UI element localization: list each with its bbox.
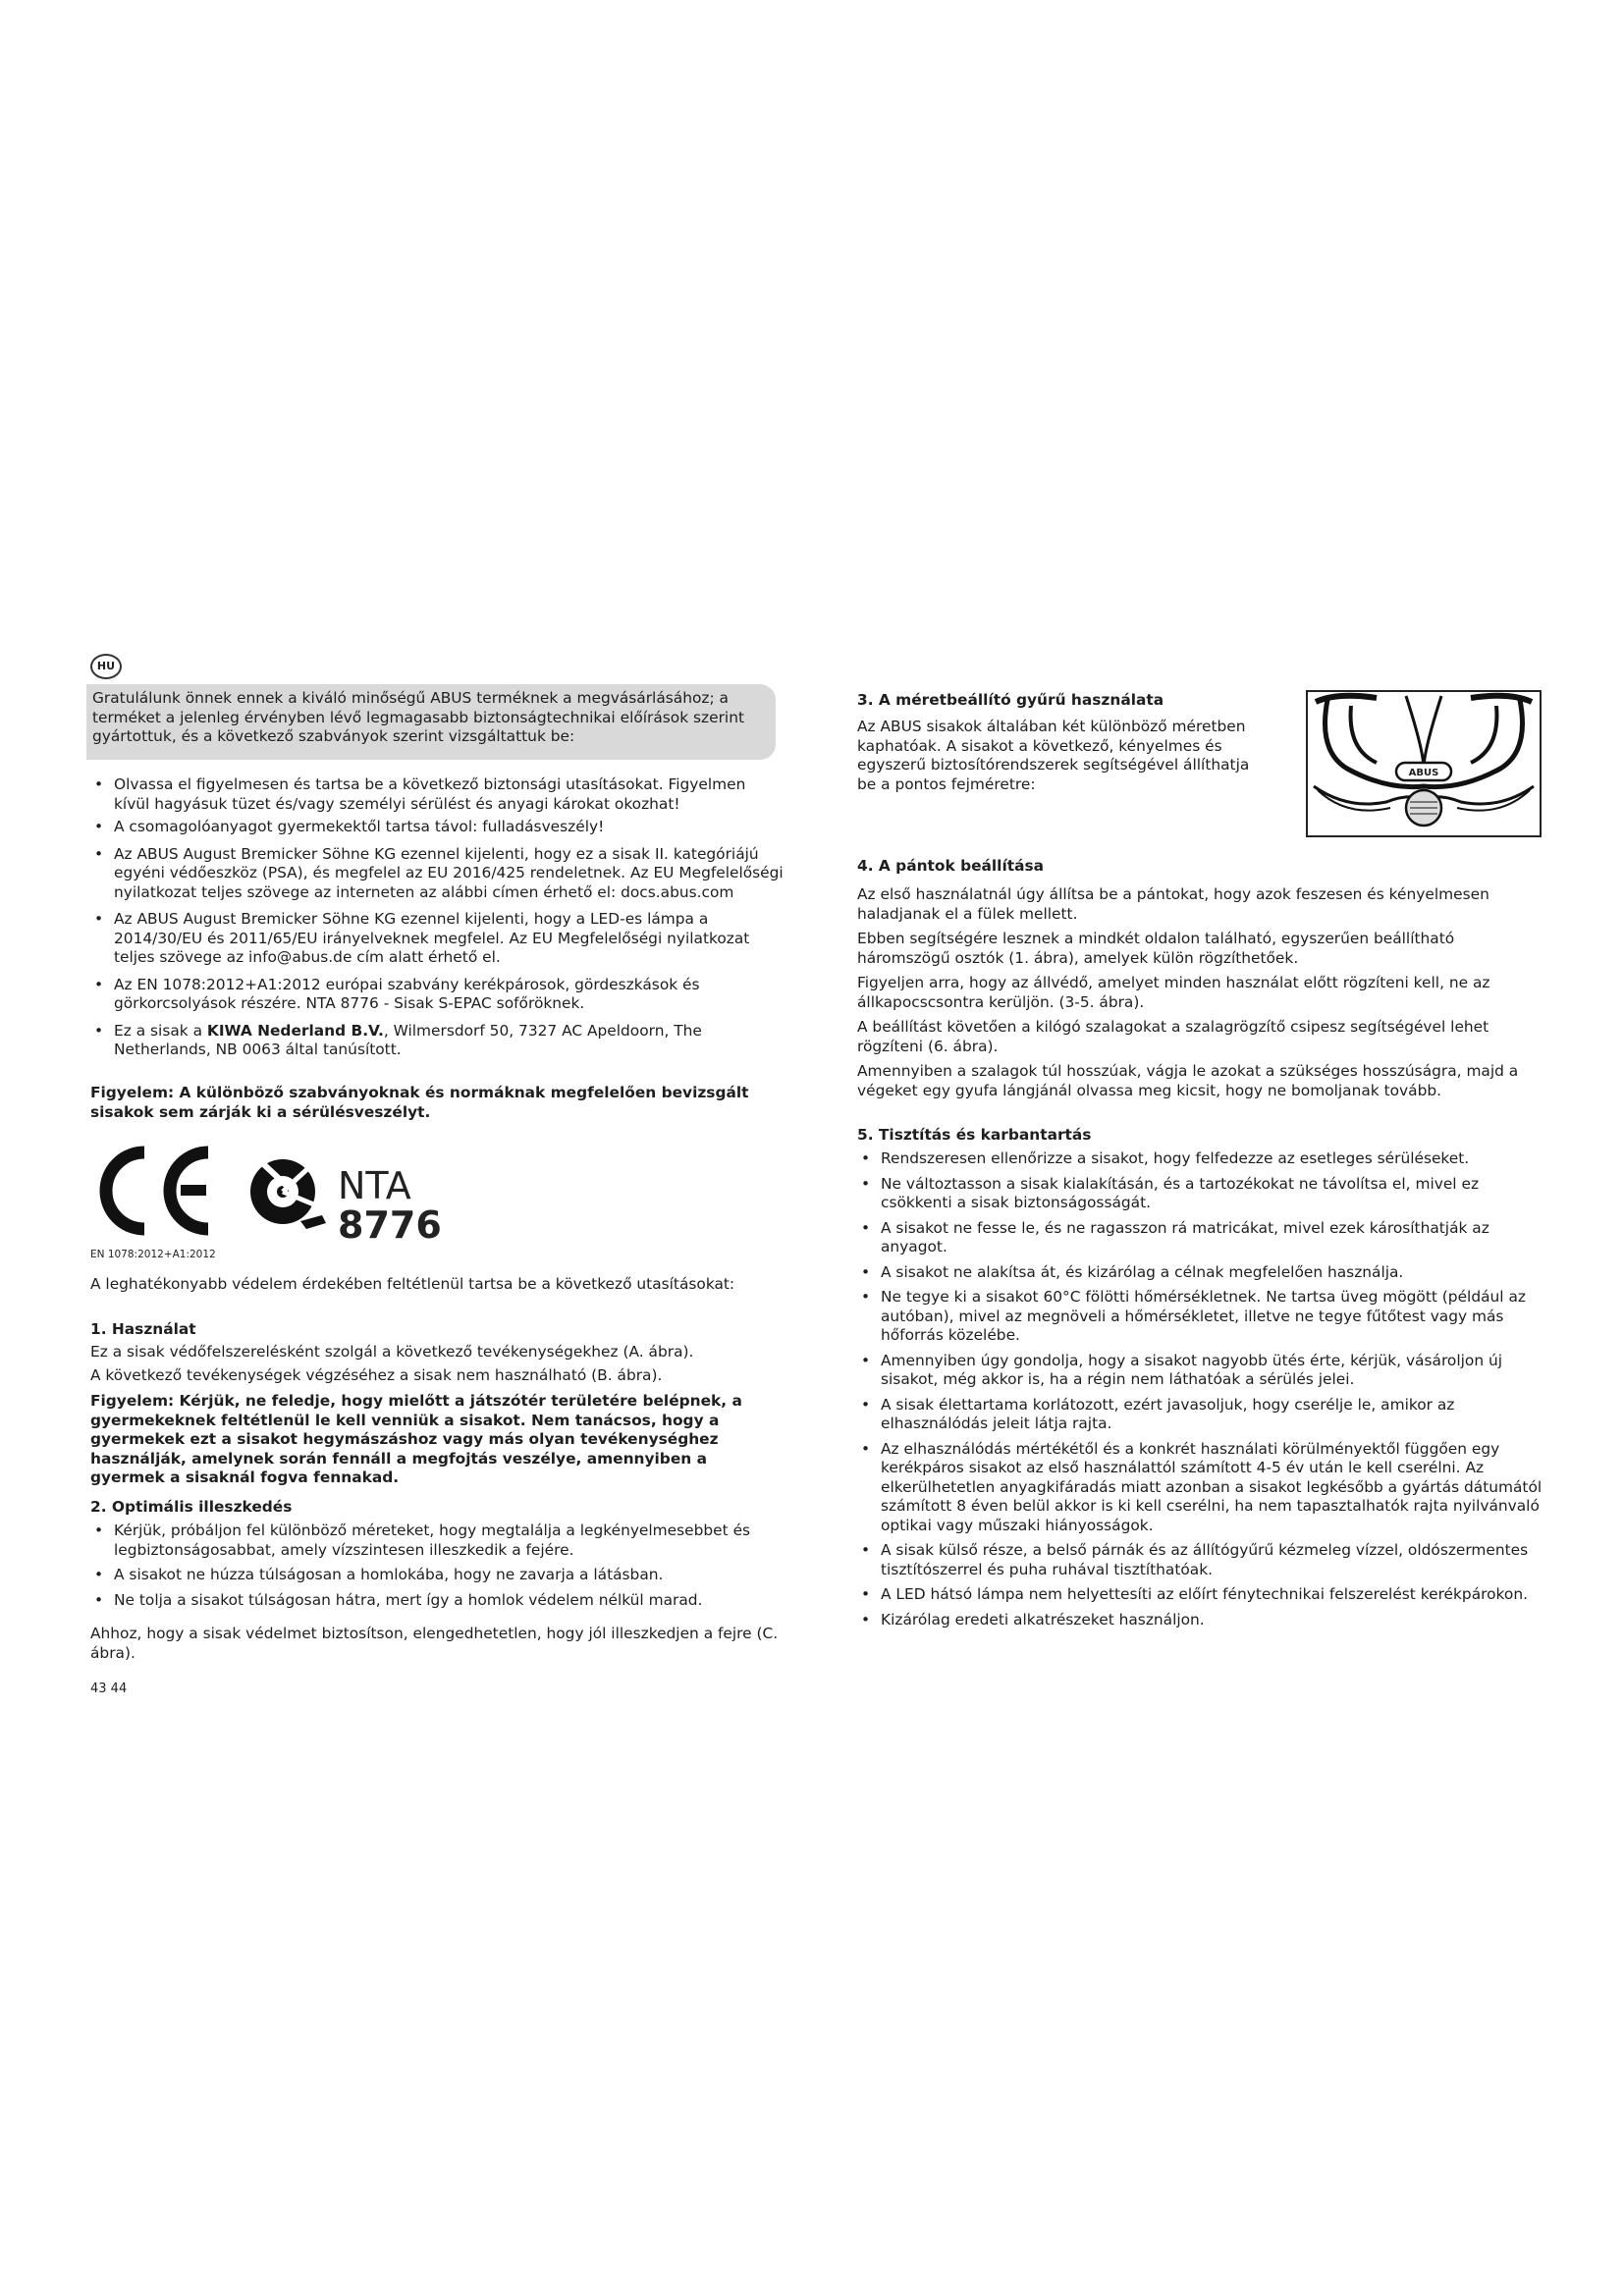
list-item: • Ne tegye ki a sisakot 60°C fölötti hőmérsékletnek. Ne tartsa üveg mögött (például az autóban), mivel az megnöveli a hőmérsékletet, illetve ne tegye fűtőtest vagy más hőforrás közelébe. [861, 1288, 1526, 1344]
section3-p: Az ABUS sisakok általában két különböző méretben kaphatóak. A sisakot a következő, kényelmes és egyszerű biztosítórendszerek segítségével állíthatja be a pontos fejméretre: [857, 718, 1250, 793]
list-item: • Az ABUS August Bremicker Söhne KG ezennel kijelenti, hogy ez a sisak II. kategóriájú egyéni védőeszköz (PSA), és megfelel az EU 2016/425 rendeletnek. Az EU Megfelelőségi nyilatkozat teljes szövege az interneten az alábbi címen érhető el: docs.abus.com [94, 844, 784, 901]
section2-bullets [90, 1522, 785, 1610]
list-item: • A sisakot ne fesse le, és ne ragasszon rá matricákat, mivel ezek károsíthatják az anyagot. [861, 1218, 1489, 1255]
list-item: • Rendszeresen ellenőrizze a sisakot, hogy felfedezze az esetleges sérüléseket. [861, 1149, 1470, 1167]
list-item: • A sisakot ne alakítsa át, és kizárólag a célnak megfelelően használja. [861, 1262, 1404, 1281]
list-item: • Ne változtasson a sisak kialakításán, és a tartozékokat ne távolítsa el, mivel ez csökkenti a sisak biztonságosságát. [861, 1174, 1480, 1211]
section4-p: Amennyiben a szalagok túl hosszúak, vágja le azokat a szükséges hosszúságra, majd a végeket egy gyufa lángjánál olvassa meg kicsit, hogy ne bomoljanak tovább. [857, 1062, 1519, 1099]
list-item: • A csomagolóanyagot gyermekektől tartsa távol: fulladásveszély! [94, 818, 605, 835]
language-badge: HU [90, 654, 122, 679]
section4-p: Figyeljen arra, hogy az állvédő, amelyet minden használat előtt rögzíteni kell, ne az állkapocscsontra kerüljön. (3-5. ábra). [857, 974, 1490, 1011]
standards-warning: Figyelem: A különböző szabványoknak és normáknak megfelelően bevizsgált sisakok sem zárják ki a sérülésveszélyt. [90, 1084, 749, 1121]
section4-title: 4. A pántok beállítása [857, 857, 1045, 875]
intro-box [86, 684, 776, 760]
en-standard-caption: EN 1078:2012+A1:2012 [90, 1249, 216, 1260]
list-item: • A sisak élettartama korlátozott, ezért javasoljuk, hogy cserélje le, amikor az elhasználódás jeleit látja rajta. [861, 1395, 1455, 1432]
nta-ebike-icon [250, 1158, 326, 1229]
safety-bullets [90, 775, 785, 1060]
section1-title: 1. Használat [90, 1320, 196, 1338]
list-item: • A LED hátsó lámpa nem helyettesíti az előírt fénytechnikai felszerelést kerékpárokon. [861, 1585, 1528, 1603]
list-item: • Az elhasználódás mértékétől és a konkrét használati körülményektől függően egy kerékpáros sisakot az első használattól számított 4-5 év után le kell cserélni. Az elkerülhetetlen anyagkifáradás miatt azonban a sisakot legkésőbb a gyártás dátumától számított 8 éven belül akkor is ki kell cserélni, ha nem tapasztalhatók rajta nyilvánvaló optikai vagy műszaki hiányosságok. [861, 1439, 1543, 1534]
list-item-kiwa: • Ez a sisak a KIWA Nederland B.V., Wilmersdorf 50, 7327 AC Apeldoorn, The Netherlands, NB 0063 által tanúsított. [94, 1021, 702, 1058]
section4-body [857, 885, 1544, 1100]
list-item: • Ne tolja a sisakot túlságosan hátra, mert így a homlok védelem nélkül marad. [94, 1590, 703, 1609]
section4-p: Az első használatnál úgy állítsa be a pántokat, hogy azok feszesen és kényelmesen haladjanak el a fülek mellett. [857, 885, 1489, 923]
list-item: • Kizárólag eredeti alkatrészeket használjon. [861, 1610, 1205, 1629]
section4-p: Ebben segítségére lesznek a mindkét oldalon található, egyszerűen beállítható háromszögű osztók (1. ábra), amelyek külön rögzíthetőek. [857, 930, 1455, 967]
section2-title: 2. Optimális illeszkedés [90, 1498, 293, 1516]
page-numbers: 43 44 [90, 1682, 128, 1696]
intro-text: Gratulálunk önnek ennek a kiváló minőségű ABUS terméknek a megvásárlásához; a terméket a jelenleg érvényben lévő legmagasabb biztonságtechnikai előírások szerint gyártottuk, és a következő szabványok szerint vizsgáltattuk be: [92, 689, 744, 745]
nta-label: NTA 8776 [338, 1164, 442, 1247]
list-item: • Kérjük, próbáljon fel különböző méreteket, hogy megtalálja a legkényelmesebbet és legbiztonságosabbat, amely vízszintesen illeszkedik a fejére. [94, 1522, 751, 1559]
section3-title: 3. A méretbeállító gyűrű használata [857, 691, 1164, 709]
list-item: • Az EN 1078:2012+A1:2012 európai szabvány kerékpárosok, gördeszkások és görkorcsolyások részére. NTA 8776 - Sisak S-EPAC sofőröknek. [94, 975, 700, 1012]
section5-title: 5. Tisztítás és karbantartás [857, 1126, 1092, 1144]
section1-warning: Figyelem: Kérjük, ne feledje, hogy mielőtt a játszótér területére belépnek, a gyermekeknek feltétlenül le kell venniük a sisakot. Nem tanácsos, hogy a gyermekek ezt a sisakot hegymászáshoz vagy más olyan tevékenységhez használják, amelynek során fennáll a megfojtás veszélye, amennyiben a gyermek a sisaknál fogva fennakad. [90, 1392, 742, 1486]
ce-mark-icon [106, 1152, 208, 1229]
protection-note: A leghatékonyabb védelem érdekében feltétlenül tartsa be a következő utasításokat: [90, 1275, 735, 1293]
helmet-dial-icon [1308, 692, 1540, 835]
list-item: • A sisak külső része, a belső párnák és az állítógyűrű kézmeleg vízzel, oldószermentes tisztítószerrel és puha ruhával tisztíthatóak. [861, 1541, 1529, 1578]
certification-logos [90, 1139, 503, 1247]
section1-p1: Ez a sisak védőfelszerelésként szolgál a következő tevékenységekhez (A. ábra). [90, 1343, 694, 1361]
list-item: • Amennyiben úgy gondolja, hogy a sisakot nagyobb ütés érte, kérjük, vásároljon új sisakot, még akkor is, ha a régin nem láthatóak a sérülés jelei. [861, 1351, 1502, 1388]
section5-bullets [857, 1149, 1544, 1629]
helmet-adjustment-illustration [1306, 690, 1542, 837]
section4-p: A beállítást követően a kilógó szalagokat a szalagrögzítő csipesz segítségével lehet rögzíteni (6. ábra). [857, 1018, 1489, 1055]
list-item: • Az ABUS August Bremicker Söhne KG ezennel kijelenti, hogy a LED-es lámpa a 2014/30/EU és 2011/65/EU irányelveknek megfelel. Az EU Megfelelőségi nyilatkozat teljes szövege az info@abus.de cím alatt érhető el. [94, 910, 750, 966]
list-item: • A sisakot ne húzza túlságosan a homlokába, hogy ne zavarja a látásban. [94, 1566, 664, 1583]
section2-p: Ahhoz, hogy a sisak védelmet biztosítson, elengedhetetlen, hogy jól illeszkedjen a fejre (C. ábra). [90, 1625, 779, 1662]
abus-logo-label: ABUS [1408, 768, 1439, 778]
list-item: • Olvassa el figyelmesen és tartsa be a következő biztonsági utasításokat. Figyelmen kívül hagyásuk tüzet és/vagy személyi sérülést és anyagi károkat okozhat! [94, 775, 746, 813]
section1-p2: A következő tevékenységek végzéséhez a sisak nem használható (B. ábra). [90, 1366, 663, 1384]
